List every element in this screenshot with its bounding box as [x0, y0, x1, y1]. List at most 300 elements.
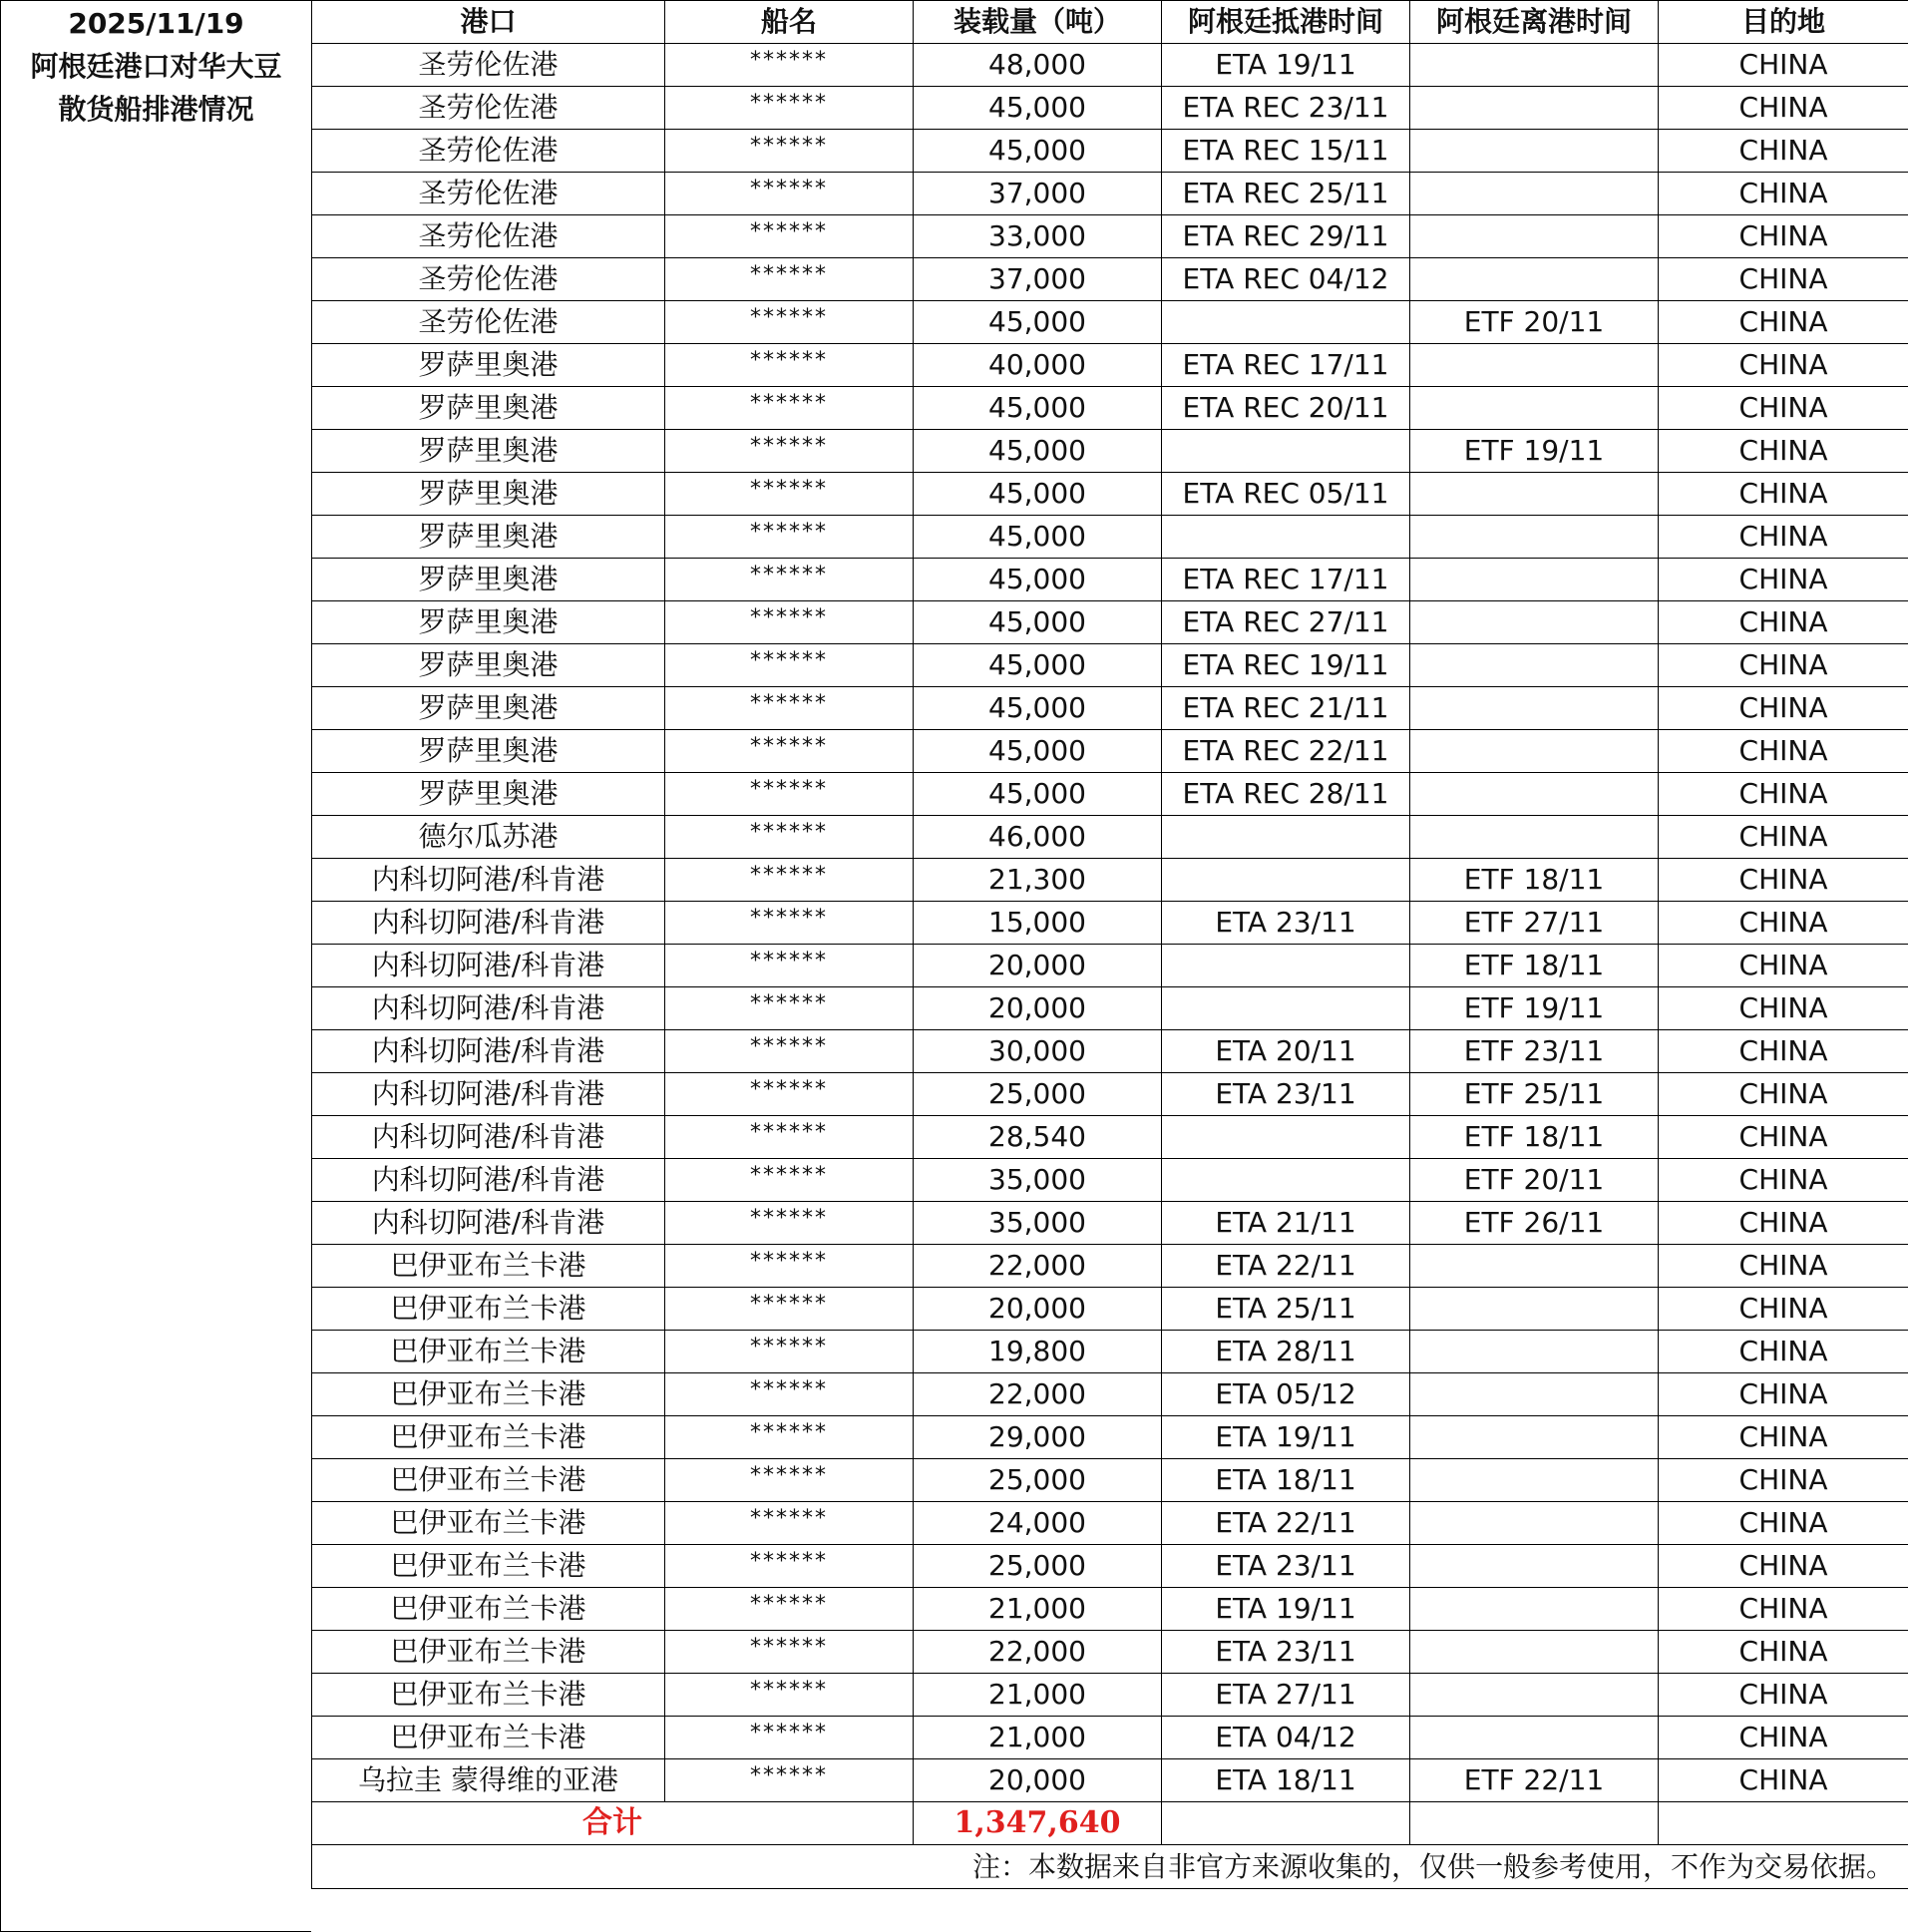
- cell-port: 罗萨里奥港: [312, 516, 665, 559]
- cell-destination: CHINA: [1659, 687, 1908, 730]
- total-label: 合计: [312, 1802, 914, 1845]
- cell-ship-name: ******: [665, 1588, 914, 1631]
- table-row: [312, 173, 1908, 215]
- cell-departure: [1410, 1373, 1659, 1416]
- table-row: [312, 44, 1908, 87]
- cell-load: 45,000: [914, 87, 1162, 130]
- cell-ship-name: ******: [665, 1030, 914, 1073]
- cell-port: 巴伊亚布兰卡港: [312, 1288, 665, 1331]
- cell-arrival: ETA 04/12: [1162, 1717, 1410, 1759]
- table-row: [312, 1202, 1908, 1245]
- cell-arrival: ETA REC 17/11: [1162, 559, 1410, 601]
- cell-ship-name: ******: [665, 44, 914, 87]
- cell-ship-name: ******: [665, 902, 914, 945]
- cell-departure: ETF 20/11: [1410, 1159, 1659, 1202]
- cell-departure: [1410, 516, 1659, 559]
- cell-port: 巴伊亚布兰卡港: [312, 1373, 665, 1416]
- cell-departure: ETF 27/11: [1410, 902, 1659, 945]
- table-row: [312, 1373, 1908, 1416]
- cell-departure: [1410, 87, 1659, 130]
- cell-ship-name: ******: [665, 1502, 914, 1545]
- header-departure-time: 阿根廷离港时间: [1410, 1, 1659, 44]
- table-row: [312, 902, 1908, 945]
- cell-destination: CHINA: [1659, 1288, 1908, 1331]
- cell-destination: CHINA: [1659, 215, 1908, 258]
- cell-load: 45,000: [914, 130, 1162, 173]
- cell-port: 巴伊亚布兰卡港: [312, 1245, 665, 1288]
- cell-port: 巴伊亚布兰卡港: [312, 1631, 665, 1674]
- cell-load: 20,000: [914, 945, 1162, 987]
- cell-ship-name: ******: [665, 1717, 914, 1759]
- cell-ship-name: ******: [665, 173, 914, 215]
- cell-ship-name: ******: [665, 816, 914, 859]
- cell-load: 28,540: [914, 1116, 1162, 1159]
- cell-departure: ETF 23/11: [1410, 1030, 1659, 1073]
- cell-port: 内科切阿港/科肯港: [312, 859, 665, 902]
- cell-arrival: ETA 19/11: [1162, 1416, 1410, 1459]
- table-row: [312, 1717, 1908, 1759]
- cell-departure: ETF 20/11: [1410, 301, 1659, 344]
- cell-arrival: ETA 19/11: [1162, 44, 1410, 87]
- total-row: [312, 1802, 1908, 1845]
- table-row: [312, 1545, 1908, 1588]
- cell-destination: CHINA: [1659, 730, 1908, 773]
- table-row: [312, 987, 1908, 1030]
- cell-port: 内科切阿港/科肯港: [312, 987, 665, 1030]
- report-title-line-1: 阿根廷港口对华大豆: [30, 50, 282, 83]
- cell-destination: CHINA: [1659, 1331, 1908, 1373]
- cell-ship-name: ******: [665, 1331, 914, 1373]
- cell-ship-name: ******: [665, 601, 914, 644]
- cell-arrival: ETA REC 17/11: [1162, 344, 1410, 387]
- cell-port: 巴伊亚布兰卡港: [312, 1331, 665, 1373]
- table-row: [312, 258, 1908, 301]
- disclaimer-note: 注：本数据来自非官方来源收集的，仅供一般参考使用，不作为交易依据。: [312, 1845, 1908, 1889]
- cell-departure: [1410, 730, 1659, 773]
- cell-ship-name: ******: [665, 301, 914, 344]
- table-row: [312, 859, 1908, 902]
- cell-arrival: [1162, 987, 1410, 1030]
- table-row: [312, 1631, 1908, 1674]
- table-row: [312, 559, 1908, 601]
- header-destination: 目的地: [1659, 1, 1908, 44]
- cell-load: 22,000: [914, 1373, 1162, 1416]
- cell-load: 22,000: [914, 1245, 1162, 1288]
- cell-load: 21,000: [914, 1674, 1162, 1717]
- cell-load: 45,000: [914, 387, 1162, 430]
- header-ship-name: 船名: [665, 1, 914, 44]
- cell-arrival: ETA REC 21/11: [1162, 687, 1410, 730]
- table-row: [312, 601, 1908, 644]
- cell-arrival: ETA 23/11: [1162, 1073, 1410, 1116]
- cell-destination: CHINA: [1659, 1030, 1908, 1073]
- table-row: [312, 473, 1908, 516]
- cell-departure: [1410, 1245, 1659, 1288]
- cell-ship-name: ******: [665, 1159, 914, 1202]
- cell-arrival: [1162, 859, 1410, 902]
- cell-departure: [1410, 1717, 1659, 1759]
- cell-departure: [1410, 44, 1659, 87]
- cell-arrival: ETA REC 05/11: [1162, 473, 1410, 516]
- cell-load: 19,800: [914, 1331, 1162, 1373]
- cell-destination: CHINA: [1659, 1717, 1908, 1759]
- cell-load: 45,000: [914, 644, 1162, 687]
- cell-departure: [1410, 601, 1659, 644]
- cell-load: 45,000: [914, 687, 1162, 730]
- cell-port: 罗萨里奥港: [312, 773, 665, 816]
- cell-arrival: ETA REC 25/11: [1162, 173, 1410, 215]
- cell-departure: [1410, 387, 1659, 430]
- cell-arrival: ETA 21/11: [1162, 1202, 1410, 1245]
- cell-arrival: [1162, 430, 1410, 473]
- cell-load: 15,000: [914, 902, 1162, 945]
- cell-destination: CHINA: [1659, 387, 1908, 430]
- total-empty-cell: [1659, 1802, 1908, 1845]
- cell-destination: CHINA: [1659, 258, 1908, 301]
- cell-arrival: [1162, 301, 1410, 344]
- total-value: 1,347,640: [914, 1802, 1162, 1845]
- cell-ship-name: ******: [665, 687, 914, 730]
- table-row: [312, 1502, 1908, 1545]
- cell-port: 巴伊亚布兰卡港: [312, 1588, 665, 1631]
- cell-arrival: ETA REC 23/11: [1162, 87, 1410, 130]
- table-row: [312, 516, 1908, 559]
- cell-ship-name: ******: [665, 987, 914, 1030]
- table-row: [312, 344, 1908, 387]
- cell-load: 45,000: [914, 773, 1162, 816]
- cell-destination: CHINA: [1659, 516, 1908, 559]
- cell-port: 巴伊亚布兰卡港: [312, 1502, 665, 1545]
- cell-arrival: ETA REC 22/11: [1162, 730, 1410, 773]
- cell-load: 20,000: [914, 987, 1162, 1030]
- cell-load: 21,300: [914, 859, 1162, 902]
- cell-departure: ETF 19/11: [1410, 987, 1659, 1030]
- cell-load: 25,000: [914, 1545, 1162, 1588]
- cell-departure: [1410, 816, 1659, 859]
- cell-arrival: ETA REC 04/12: [1162, 258, 1410, 301]
- table-row: [312, 730, 1908, 773]
- cell-port: 内科切阿港/科肯港: [312, 945, 665, 987]
- cell-port: 圣劳伦佐港: [312, 87, 665, 130]
- cell-destination: CHINA: [1659, 344, 1908, 387]
- cell-ship-name: ******: [665, 1116, 914, 1159]
- cell-port: 巴伊亚布兰卡港: [312, 1545, 665, 1588]
- table-row: [312, 1674, 1908, 1717]
- total-empty-cell: [1162, 1802, 1410, 1845]
- cell-destination: CHINA: [1659, 1545, 1908, 1588]
- cell-departure: [1410, 1459, 1659, 1502]
- cell-port: 内科切阿港/科肯港: [312, 902, 665, 945]
- cell-ship-name: ******: [665, 516, 914, 559]
- report-date: 2025/11/19: [68, 7, 244, 40]
- cell-departure: [1410, 1545, 1659, 1588]
- header-port: 港口: [312, 1, 665, 44]
- cell-departure: [1410, 687, 1659, 730]
- cell-port: 圣劳伦佐港: [312, 173, 665, 215]
- cell-load: 45,000: [914, 730, 1162, 773]
- cell-load: 45,000: [914, 473, 1162, 516]
- cell-destination: CHINA: [1659, 1502, 1908, 1545]
- cell-destination: CHINA: [1659, 816, 1908, 859]
- cell-load: 21,000: [914, 1588, 1162, 1631]
- cell-arrival: ETA 27/11: [1162, 1674, 1410, 1717]
- table-row: [312, 1759, 1908, 1802]
- cell-ship-name: ******: [665, 87, 914, 130]
- cell-ship-name: ******: [665, 1245, 914, 1288]
- cell-port: 罗萨里奥港: [312, 644, 665, 687]
- cell-port: 内科切阿港/科肯港: [312, 1202, 665, 1245]
- cell-arrival: ETA 25/11: [1162, 1288, 1410, 1331]
- cell-departure: [1410, 173, 1659, 215]
- cell-load: 45,000: [914, 516, 1162, 559]
- report-title-panel: [0, 0, 311, 1932]
- cell-load: 21,000: [914, 1717, 1162, 1759]
- cell-arrival: ETA REC 19/11: [1162, 644, 1410, 687]
- cell-departure: ETF 22/11: [1410, 1759, 1659, 1802]
- note-row: [312, 1845, 1908, 1889]
- cell-destination: CHINA: [1659, 173, 1908, 215]
- cell-arrival: ETA 05/12: [1162, 1373, 1410, 1416]
- header-arrival-time: 阿根廷抵港时间: [1162, 1, 1410, 44]
- table-row: [312, 945, 1908, 987]
- cell-destination: CHINA: [1659, 902, 1908, 945]
- table-row: [312, 87, 1908, 130]
- table-row: [312, 1288, 1908, 1331]
- cell-departure: [1410, 344, 1659, 387]
- cell-ship-name: ******: [665, 1373, 914, 1416]
- cell-load: 46,000: [914, 816, 1162, 859]
- cell-load: 20,000: [914, 1759, 1162, 1802]
- table-row: [312, 130, 1908, 173]
- cell-destination: CHINA: [1659, 1759, 1908, 1802]
- cell-port: 巴伊亚布兰卡港: [312, 1717, 665, 1759]
- table-row: [312, 1245, 1908, 1288]
- cell-port: 罗萨里奥港: [312, 473, 665, 516]
- cell-load: 25,000: [914, 1073, 1162, 1116]
- cell-destination: CHINA: [1659, 1159, 1908, 1202]
- cell-load: 20,000: [914, 1288, 1162, 1331]
- cell-departure: [1410, 773, 1659, 816]
- cell-port: 德尔瓜苏港: [312, 816, 665, 859]
- cell-arrival: [1162, 1116, 1410, 1159]
- cell-destination: CHINA: [1659, 945, 1908, 987]
- cell-destination: CHINA: [1659, 130, 1908, 173]
- cell-ship-name: ******: [665, 1288, 914, 1331]
- cell-departure: [1410, 130, 1659, 173]
- cell-port: 罗萨里奥港: [312, 387, 665, 430]
- cell-port: 罗萨里奥港: [312, 344, 665, 387]
- cell-load: 25,000: [914, 1459, 1162, 1502]
- table-row: [312, 687, 1908, 730]
- cell-departure: [1410, 559, 1659, 601]
- cell-load: 40,000: [914, 344, 1162, 387]
- cell-departure: ETF 18/11: [1410, 859, 1659, 902]
- cell-departure: [1410, 1288, 1659, 1331]
- cell-departure: ETF 26/11: [1410, 1202, 1659, 1245]
- cell-destination: CHINA: [1659, 1245, 1908, 1288]
- cell-departure: [1410, 1588, 1659, 1631]
- table-row: [312, 773, 1908, 816]
- cell-ship-name: ******: [665, 130, 914, 173]
- table-body: [312, 44, 1908, 1802]
- cell-port: 巴伊亚布兰卡港: [312, 1459, 665, 1502]
- cell-ship-name: ******: [665, 773, 914, 816]
- cell-arrival: ETA 22/11: [1162, 1502, 1410, 1545]
- total-empty-cell: [1410, 1802, 1659, 1845]
- cell-destination: CHINA: [1659, 1116, 1908, 1159]
- cell-destination: CHINA: [1659, 559, 1908, 601]
- cell-arrival: ETA REC 15/11: [1162, 130, 1410, 173]
- cell-destination: CHINA: [1659, 644, 1908, 687]
- cell-ship-name: ******: [665, 1545, 914, 1588]
- cell-destination: CHINA: [1659, 859, 1908, 902]
- cell-arrival: ETA REC 29/11: [1162, 215, 1410, 258]
- cell-ship-name: ******: [665, 1674, 914, 1717]
- cell-ship-name: ******: [665, 215, 914, 258]
- table-row: [312, 387, 1908, 430]
- cell-destination: CHINA: [1659, 987, 1908, 1030]
- cell-load: 45,000: [914, 559, 1162, 601]
- cell-arrival: ETA 20/11: [1162, 1030, 1410, 1073]
- cell-port: 巴伊亚布兰卡港: [312, 1416, 665, 1459]
- cell-ship-name: ******: [665, 1631, 914, 1674]
- cell-arrival: ETA 18/11: [1162, 1459, 1410, 1502]
- cell-port: 罗萨里奥港: [312, 430, 665, 473]
- cell-load: 37,000: [914, 173, 1162, 215]
- cell-load: 29,000: [914, 1416, 1162, 1459]
- cell-load: 35,000: [914, 1202, 1162, 1245]
- cell-departure: [1410, 1502, 1659, 1545]
- cell-port: 圣劳伦佐港: [312, 301, 665, 344]
- shipping-schedule-table: [311, 0, 1908, 1889]
- cell-destination: CHINA: [1659, 601, 1908, 644]
- cell-ship-name: ******: [665, 258, 914, 301]
- cell-destination: CHINA: [1659, 87, 1908, 130]
- report-title-line-2: 散货船排港情况: [58, 93, 254, 126]
- cell-destination: CHINA: [1659, 1459, 1908, 1502]
- cell-ship-name: ******: [665, 945, 914, 987]
- cell-port: 罗萨里奥港: [312, 730, 665, 773]
- cell-port: 内科切阿港/科肯港: [312, 1116, 665, 1159]
- cell-arrival: ETA REC 20/11: [1162, 387, 1410, 430]
- table-row: [312, 430, 1908, 473]
- table-row: [312, 816, 1908, 859]
- cell-destination: CHINA: [1659, 44, 1908, 87]
- cell-port: 圣劳伦佐港: [312, 130, 665, 173]
- cell-departure: [1410, 215, 1659, 258]
- cell-arrival: ETA 23/11: [1162, 1545, 1410, 1588]
- table-row: [312, 644, 1908, 687]
- cell-destination: CHINA: [1659, 773, 1908, 816]
- cell-departure: ETF 25/11: [1410, 1073, 1659, 1116]
- table-row: [312, 1588, 1908, 1631]
- cell-destination: CHINA: [1659, 1674, 1908, 1717]
- cell-departure: [1410, 1631, 1659, 1674]
- table-row: [312, 301, 1908, 344]
- cell-load: 48,000: [914, 44, 1162, 87]
- cell-port: 巴伊亚布兰卡港: [312, 1674, 665, 1717]
- cell-departure: [1410, 1674, 1659, 1717]
- cell-destination: CHINA: [1659, 1202, 1908, 1245]
- cell-port: 圣劳伦佐港: [312, 44, 665, 87]
- cell-arrival: [1162, 945, 1410, 987]
- table-row: [312, 215, 1908, 258]
- cell-ship-name: ******: [665, 644, 914, 687]
- cell-ship-name: ******: [665, 430, 914, 473]
- cell-load: 45,000: [914, 430, 1162, 473]
- cell-arrival: [1162, 816, 1410, 859]
- cell-destination: CHINA: [1659, 1588, 1908, 1631]
- cell-departure: ETF 18/11: [1410, 1116, 1659, 1159]
- cell-destination: CHINA: [1659, 1373, 1908, 1416]
- cell-ship-name: ******: [665, 1202, 914, 1245]
- cell-arrival: ETA 18/11: [1162, 1759, 1410, 1802]
- cell-port: 内科切阿港/科肯港: [312, 1073, 665, 1116]
- cell-departure: ETF 19/11: [1410, 430, 1659, 473]
- cell-ship-name: ******: [665, 387, 914, 430]
- cell-port: 罗萨里奥港: [312, 601, 665, 644]
- cell-load: 22,000: [914, 1631, 1162, 1674]
- cell-load: 24,000: [914, 1502, 1162, 1545]
- cell-arrival: [1162, 516, 1410, 559]
- cell-departure: ETF 18/11: [1410, 945, 1659, 987]
- cell-departure: [1410, 473, 1659, 516]
- cell-arrival: ETA 23/11: [1162, 1631, 1410, 1674]
- table-row: [312, 1416, 1908, 1459]
- cell-port: 罗萨里奥港: [312, 687, 665, 730]
- cell-load: 35,000: [914, 1159, 1162, 1202]
- cell-arrival: ETA 28/11: [1162, 1331, 1410, 1373]
- cell-destination: CHINA: [1659, 1073, 1908, 1116]
- header-load-tonnage: 装载量（吨）: [914, 1, 1162, 44]
- cell-departure: [1410, 1331, 1659, 1373]
- cell-port: 圣劳伦佐港: [312, 215, 665, 258]
- cell-load: 45,000: [914, 601, 1162, 644]
- cell-ship-name: ******: [665, 344, 914, 387]
- cell-load: 30,000: [914, 1030, 1162, 1073]
- cell-destination: CHINA: [1659, 1631, 1908, 1674]
- cell-departure: [1410, 644, 1659, 687]
- cell-destination: CHINA: [1659, 430, 1908, 473]
- cell-load: 37,000: [914, 258, 1162, 301]
- cell-destination: CHINA: [1659, 301, 1908, 344]
- cell-ship-name: ******: [665, 559, 914, 601]
- cell-arrival: ETA 22/11: [1162, 1245, 1410, 1288]
- cell-port: 内科切阿港/科肯港: [312, 1030, 665, 1073]
- cell-ship-name: ******: [665, 730, 914, 773]
- cell-departure: [1410, 1416, 1659, 1459]
- cell-arrival: ETA REC 28/11: [1162, 773, 1410, 816]
- cell-arrival: ETA REC 27/11: [1162, 601, 1410, 644]
- cell-ship-name: ******: [665, 859, 914, 902]
- cell-load: 33,000: [914, 215, 1162, 258]
- table-row: [312, 1159, 1908, 1202]
- cell-ship-name: ******: [665, 1416, 914, 1459]
- table-row: [312, 1331, 1908, 1373]
- cell-departure: [1410, 258, 1659, 301]
- table-row: [312, 1073, 1908, 1116]
- cell-port: 内科切阿港/科肯港: [312, 1159, 665, 1202]
- cell-port: 乌拉圭 蒙得维的亚港: [312, 1759, 665, 1802]
- cell-destination: CHINA: [1659, 473, 1908, 516]
- cell-port: 罗萨里奥港: [312, 559, 665, 601]
- header-row: [312, 1, 1908, 44]
- cell-arrival: ETA 19/11: [1162, 1588, 1410, 1631]
- table-row: [312, 1030, 1908, 1073]
- cell-ship-name: ******: [665, 473, 914, 516]
- cell-ship-name: ******: [665, 1073, 914, 1116]
- cell-destination: CHINA: [1659, 1416, 1908, 1459]
